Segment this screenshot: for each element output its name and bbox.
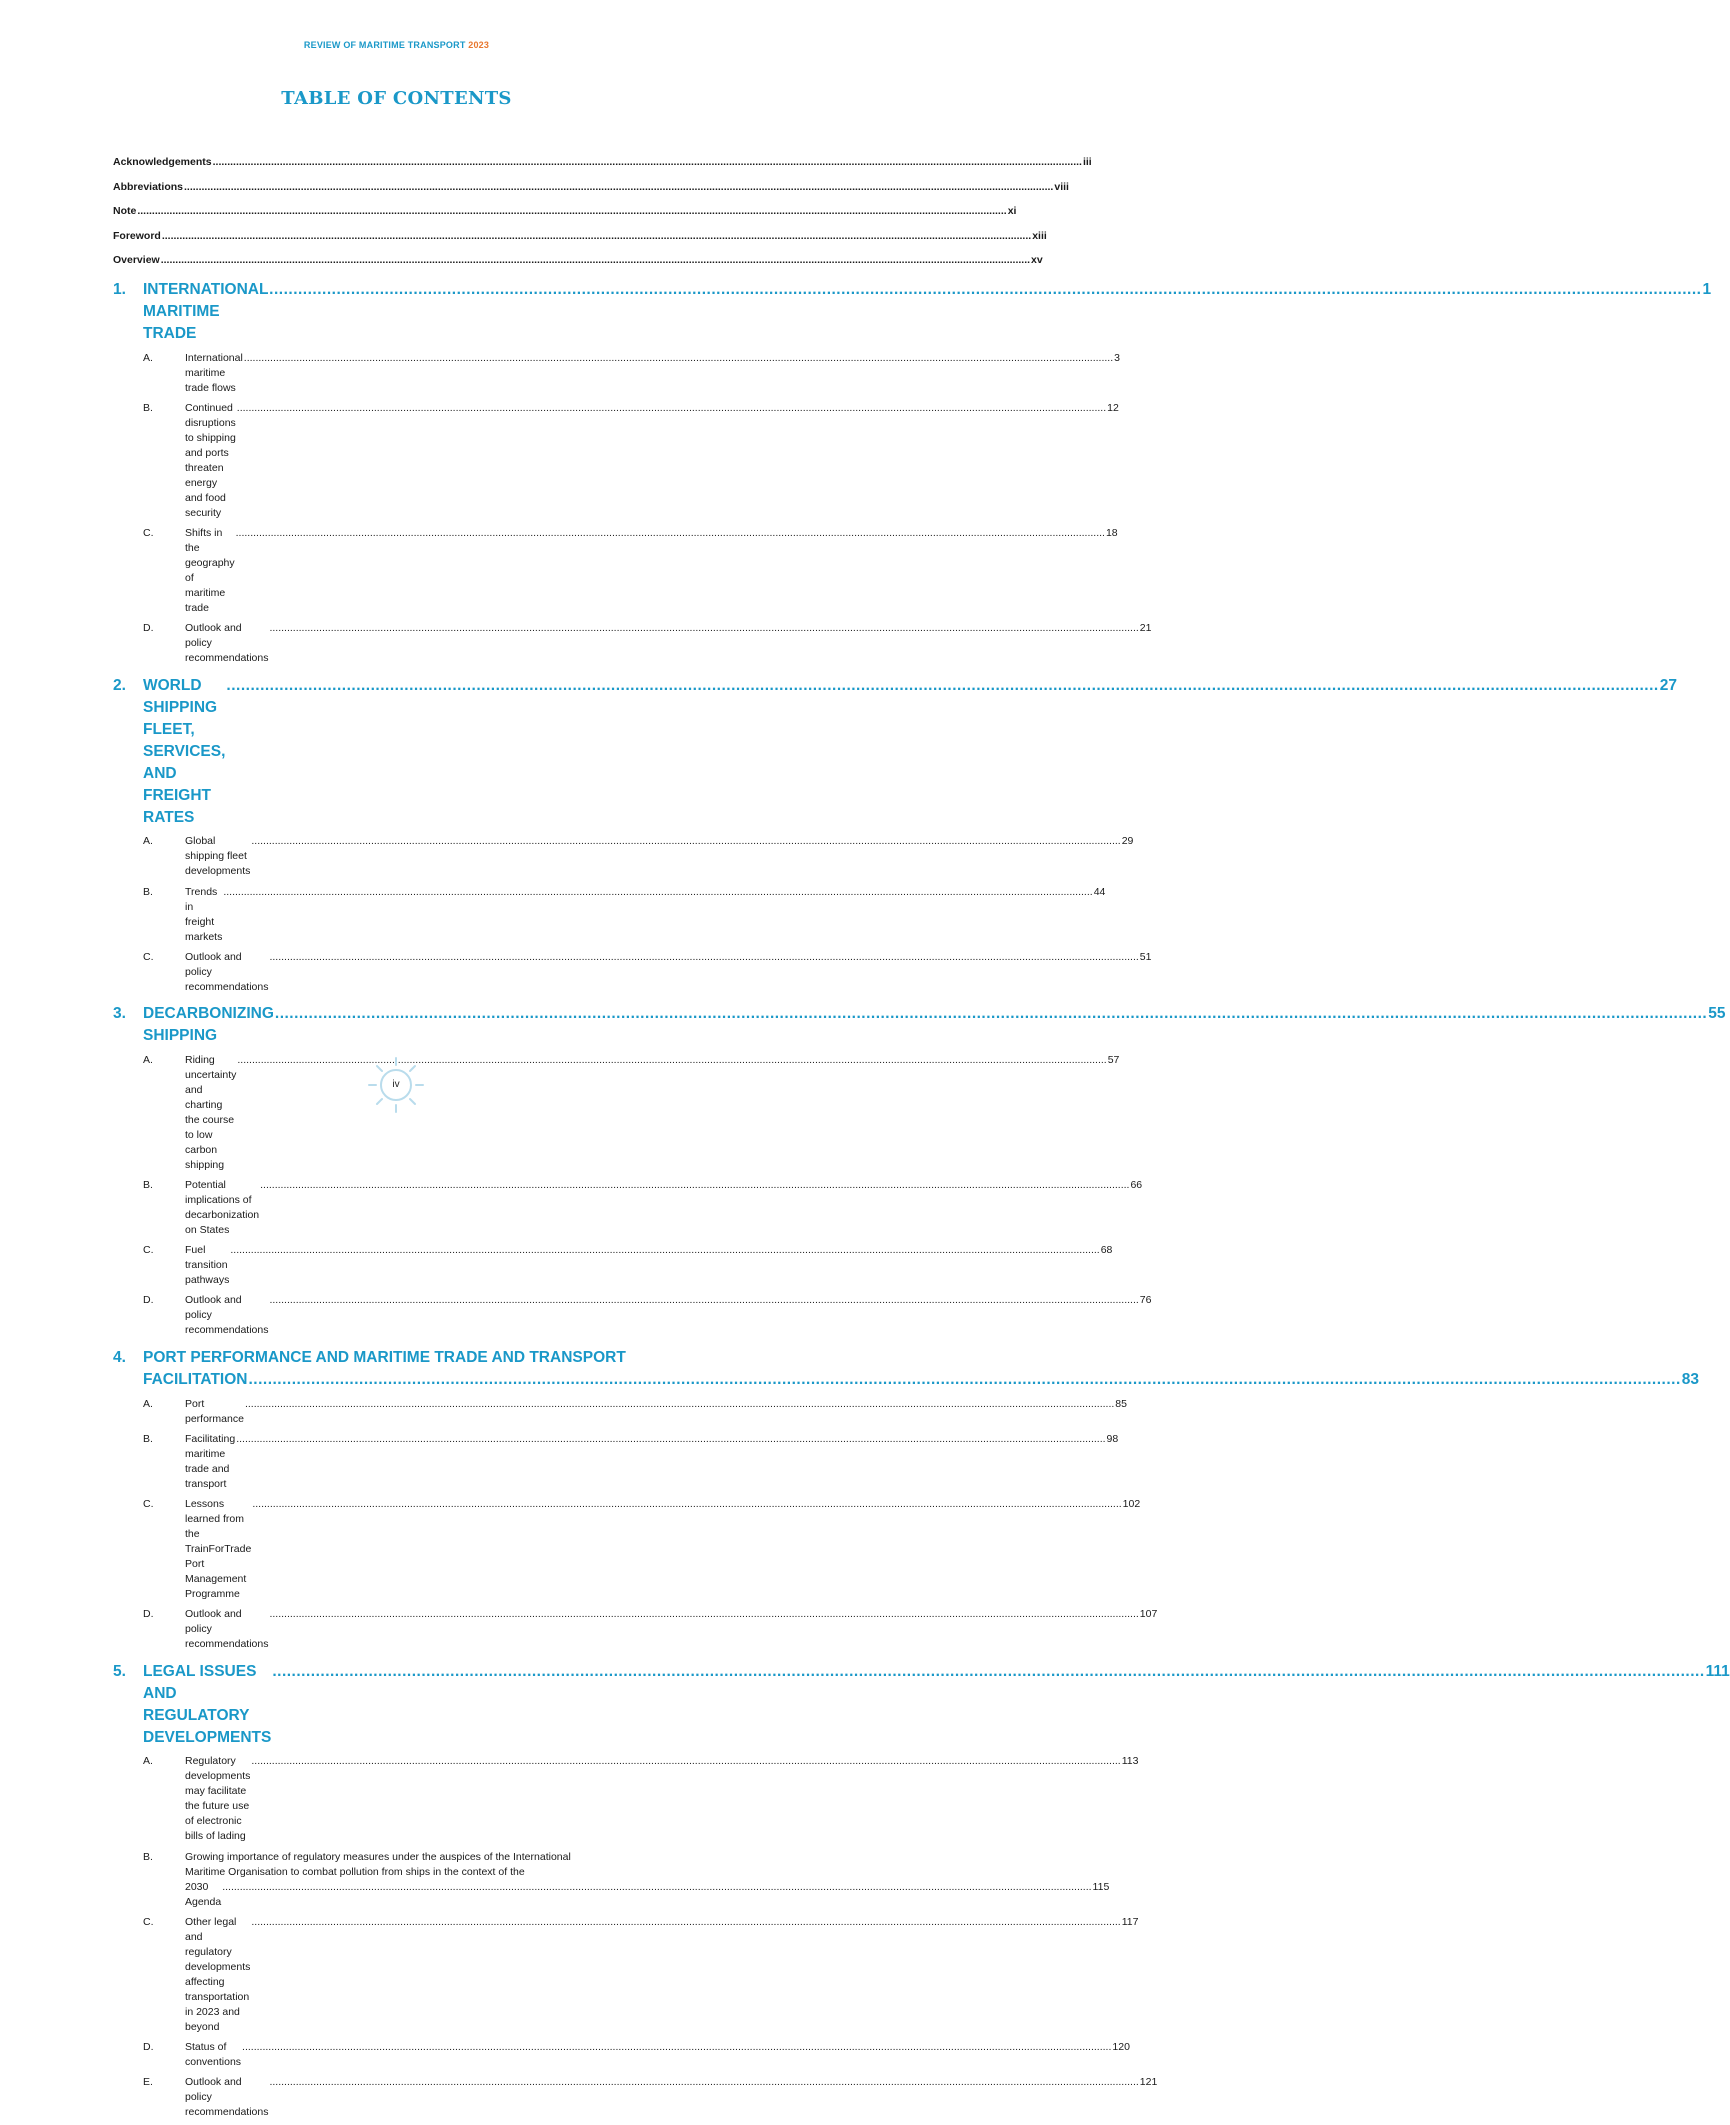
toc-entry-page: viii xyxy=(1054,180,1069,193)
toc-entry-abbreviations[interactable] xyxy=(113,175,1069,200)
dot-leader xyxy=(275,1003,1707,1025)
section-entry[interactable] xyxy=(113,2073,1158,2123)
section-letter: B. xyxy=(143,1179,153,1192)
section-letter: C. xyxy=(143,950,154,963)
section-page: 66 xyxy=(1130,1179,1143,1192)
section-title: Outlook and policy recommendations xyxy=(185,1608,269,1651)
toc-entry-overview[interactable] xyxy=(113,248,1043,273)
section-title: Facilitating maritime trade and transport xyxy=(185,1432,236,1490)
section-title-line: 2030 Agenda xyxy=(185,1880,222,1908)
section-title: Outlook and policy recommendations xyxy=(185,2076,269,2119)
dot-leader xyxy=(137,199,1006,224)
section-letter: A. xyxy=(143,351,153,364)
chapter-page: 27 xyxy=(1659,676,1677,694)
toc-entry-note[interactable] xyxy=(113,199,1017,224)
section-page: 57 xyxy=(1107,1053,1120,1066)
dot-leader xyxy=(162,224,1031,249)
section-page: 113 xyxy=(1121,1755,1139,1768)
toc-entry-page: xi xyxy=(1007,205,1017,218)
section-letter: D. xyxy=(143,2040,154,2053)
section-letter: C. xyxy=(143,1915,154,1928)
dot-leader xyxy=(213,150,1082,175)
chapter-title-line2: FACILITATION xyxy=(143,1371,248,1389)
section-letter: A. xyxy=(143,1397,153,1410)
running-header-year: 2023 xyxy=(468,40,490,50)
chapter-4 xyxy=(113,1347,1700,1655)
section-title: Fuel transition pathways xyxy=(185,1244,230,1287)
chapter-number: 5. xyxy=(113,1662,126,1680)
section-letter: B. xyxy=(143,885,153,898)
section-letter: A. xyxy=(143,1755,153,1768)
chapter-title: DECARBONIZING SHIPPING xyxy=(143,1005,274,1045)
chapter-heading[interactable] xyxy=(113,1347,1700,1391)
chapter-page: 83 xyxy=(1681,1371,1700,1389)
chapter-3 xyxy=(113,1003,1726,1341)
section-letter: C. xyxy=(143,1244,154,1257)
chapter-number: 4. xyxy=(113,1349,126,1367)
chapter-2 xyxy=(113,675,1677,998)
section-entry[interactable] xyxy=(113,1241,1113,1291)
section-letter: B. xyxy=(143,1432,153,1445)
section-entry[interactable] xyxy=(113,348,1120,398)
chapter-5 xyxy=(113,1661,1730,2123)
toc-entry-foreword[interactable] xyxy=(113,224,1047,249)
toc-entry-label: Note xyxy=(113,205,137,218)
section-title: Global shipping fleet developments xyxy=(185,835,251,878)
dot-leader xyxy=(244,351,1113,366)
section-page: 44 xyxy=(1093,885,1106,898)
section-page: 115 xyxy=(1092,1880,1110,1893)
section-title: Outlook and policy recommendations xyxy=(185,622,269,665)
section-page: 68 xyxy=(1100,1244,1113,1257)
section-entry[interactable] xyxy=(113,1605,1158,1655)
toc-entry-label: Acknowledgements xyxy=(113,156,212,168)
page-number: iv xyxy=(392,1079,400,1090)
section-entry[interactable] xyxy=(113,1847,1110,1912)
section-page: 98 xyxy=(1106,1432,1119,1445)
dot-leader xyxy=(269,621,1138,636)
chapter-page: 111 xyxy=(1705,1662,1730,1680)
section-entry[interactable] xyxy=(113,882,1106,947)
dot-leader xyxy=(251,1754,1120,1769)
chapter-title: LEGAL ISSUES AND REGULATORY DEVELOPMENTS xyxy=(143,1662,272,1746)
dot-leader xyxy=(223,885,1092,900)
toc-entry-page: iii xyxy=(1082,156,1092,168)
section-title: Other legal and regulatory developments affecting transportation in 2023 and beyond xyxy=(185,1915,251,2033)
section-page: 102 xyxy=(1122,1498,1141,1510)
section-title: Continued disruptions to shipping and ports threaten energy and food security xyxy=(185,401,236,519)
toc-entry-label: Abbreviations xyxy=(113,180,184,193)
section-letter: D. xyxy=(143,622,154,635)
section-title: Outlook and policy recommendations xyxy=(185,1294,269,1337)
chapter-title: INTERNATIONAL MARITIME TRADE xyxy=(143,280,269,342)
section-page: 29 xyxy=(1121,835,1134,848)
dot-leader xyxy=(251,834,1120,849)
section-entry[interactable] xyxy=(113,947,1152,997)
section-title: Trends in freight markets xyxy=(185,885,223,943)
dot-leader xyxy=(252,1497,1121,1512)
chapter-title-line1: PORT PERFORMANCE AND MARITIME TRADE AND TRANSPORT xyxy=(143,1349,626,1367)
chapter-number: 3. xyxy=(113,1005,126,1023)
dot-leader xyxy=(251,1915,1120,1930)
section-page: 51 xyxy=(1139,950,1152,963)
dot-leader xyxy=(230,1243,1099,1258)
section-title: Lessons learned from the TrainForTrade Port Management Programme xyxy=(185,1498,252,1600)
chapter-number: 1. xyxy=(113,280,126,298)
dot-leader xyxy=(269,950,1138,965)
section-title: Status of conventions xyxy=(185,2040,242,2068)
page-title: TABLE OF CONTENTS xyxy=(281,88,512,109)
chapter-title: WORLD SHIPPING FLEET, SERVICES, AND FREIGHT RATES xyxy=(143,676,226,826)
section-page: 12 xyxy=(1107,401,1119,414)
section-letter: C. xyxy=(143,526,154,539)
section-page: 107 xyxy=(1139,1608,1158,1621)
section-page: 3 xyxy=(1114,351,1120,364)
section-letter: D. xyxy=(143,1294,154,1307)
section-entry[interactable] xyxy=(113,523,1118,618)
section-entry[interactable] xyxy=(113,2037,1130,2072)
section-entry[interactable] xyxy=(113,1291,1152,1341)
chapter-1 xyxy=(113,279,1712,669)
section-title: Potential implications of decarbonization on States xyxy=(185,1179,260,1237)
dot-leader xyxy=(245,1397,1114,1412)
section-page: 21 xyxy=(1139,622,1152,635)
section-entry[interactable] xyxy=(113,619,1152,669)
section-title-line: Maritime Organisation to combat pollution from ships in the context of the xyxy=(185,1865,525,1878)
page-number-badge xyxy=(366,1055,426,1115)
section-letter: C. xyxy=(143,1498,154,1510)
toc-entry-page: xiii xyxy=(1032,229,1047,242)
dot-leader xyxy=(237,401,1106,416)
chapter-heading[interactable] xyxy=(113,1003,1726,1047)
section-letter: A. xyxy=(143,1053,153,1066)
dot-leader xyxy=(222,1880,1091,1895)
section-page: 85 xyxy=(1115,1397,1127,1410)
toc-entry-acknowledgements[interactable] xyxy=(113,150,1092,175)
dot-leader xyxy=(269,279,1701,301)
section-title: Riding uncertainty and charting the course to low carbon shipping xyxy=(185,1053,237,1171)
section-title: Port performance xyxy=(185,1397,244,1425)
section-title-line: Growing importance of regulatory measures under the auspices of the International xyxy=(185,1850,571,1863)
section-page: 120 xyxy=(1112,2040,1130,2053)
dot-leader xyxy=(236,1432,1105,1447)
section-title: Shifts in the geography of maritime trade xyxy=(185,526,235,614)
section-letter: E. xyxy=(143,2076,153,2089)
chapter-heading[interactable] xyxy=(113,675,1677,829)
table-of-contents xyxy=(113,150,1730,2125)
section-letter: A. xyxy=(143,835,153,848)
toc-entry-label: Overview xyxy=(113,254,160,267)
dot-leader xyxy=(236,526,1105,541)
running-header-title: REVIEW OF MARITIME TRANSPORT xyxy=(303,40,466,50)
section-entry[interactable] xyxy=(113,1752,1139,1847)
chapter-heading[interactable] xyxy=(113,279,1712,345)
section-page: 117 xyxy=(1121,1915,1139,1928)
running-header xyxy=(0,40,793,50)
dot-leader xyxy=(272,1661,1704,1683)
dot-leader xyxy=(269,1293,1138,1308)
section-letter: B. xyxy=(143,401,153,414)
chapter-page: 55 xyxy=(1708,1005,1726,1023)
section-letter: D. xyxy=(143,1608,154,1621)
section-page: 18 xyxy=(1105,526,1118,539)
section-entry[interactable] xyxy=(113,1912,1139,2037)
dot-leader xyxy=(269,1607,1138,1622)
dot-leader xyxy=(184,175,1053,200)
section-entry[interactable] xyxy=(113,832,1134,882)
section-title: Regulatory developments may facilitate the future use of electronic bills of lading xyxy=(185,1755,251,1843)
section-entry[interactable] xyxy=(113,1494,1141,1604)
dot-leader xyxy=(226,675,1658,697)
toc-entry-page: xv xyxy=(1031,254,1043,267)
section-letter: B. xyxy=(143,1850,153,1863)
section-entry[interactable] xyxy=(113,1175,1143,1240)
section-page: 76 xyxy=(1139,1294,1152,1307)
chapter-page: 1 xyxy=(1702,280,1712,298)
section-entry[interactable] xyxy=(113,1394,1127,1429)
section-title: Outlook and policy recommendations xyxy=(185,950,269,993)
chapter-number: 2. xyxy=(113,676,126,694)
chapter-heading[interactable] xyxy=(113,1661,1730,1749)
dot-leader xyxy=(161,248,1030,273)
section-title: International maritime trade flows xyxy=(185,351,243,394)
dot-leader xyxy=(269,2075,1138,2090)
toc-entry-label: Foreword xyxy=(113,229,161,242)
section-entry[interactable] xyxy=(113,398,1119,523)
dot-leader xyxy=(248,1369,1680,1391)
dot-leader xyxy=(260,1178,1129,1193)
section-entry[interactable] xyxy=(113,1429,1119,1494)
section-page: 121 xyxy=(1139,2076,1158,2089)
dot-leader xyxy=(242,2040,1111,2055)
